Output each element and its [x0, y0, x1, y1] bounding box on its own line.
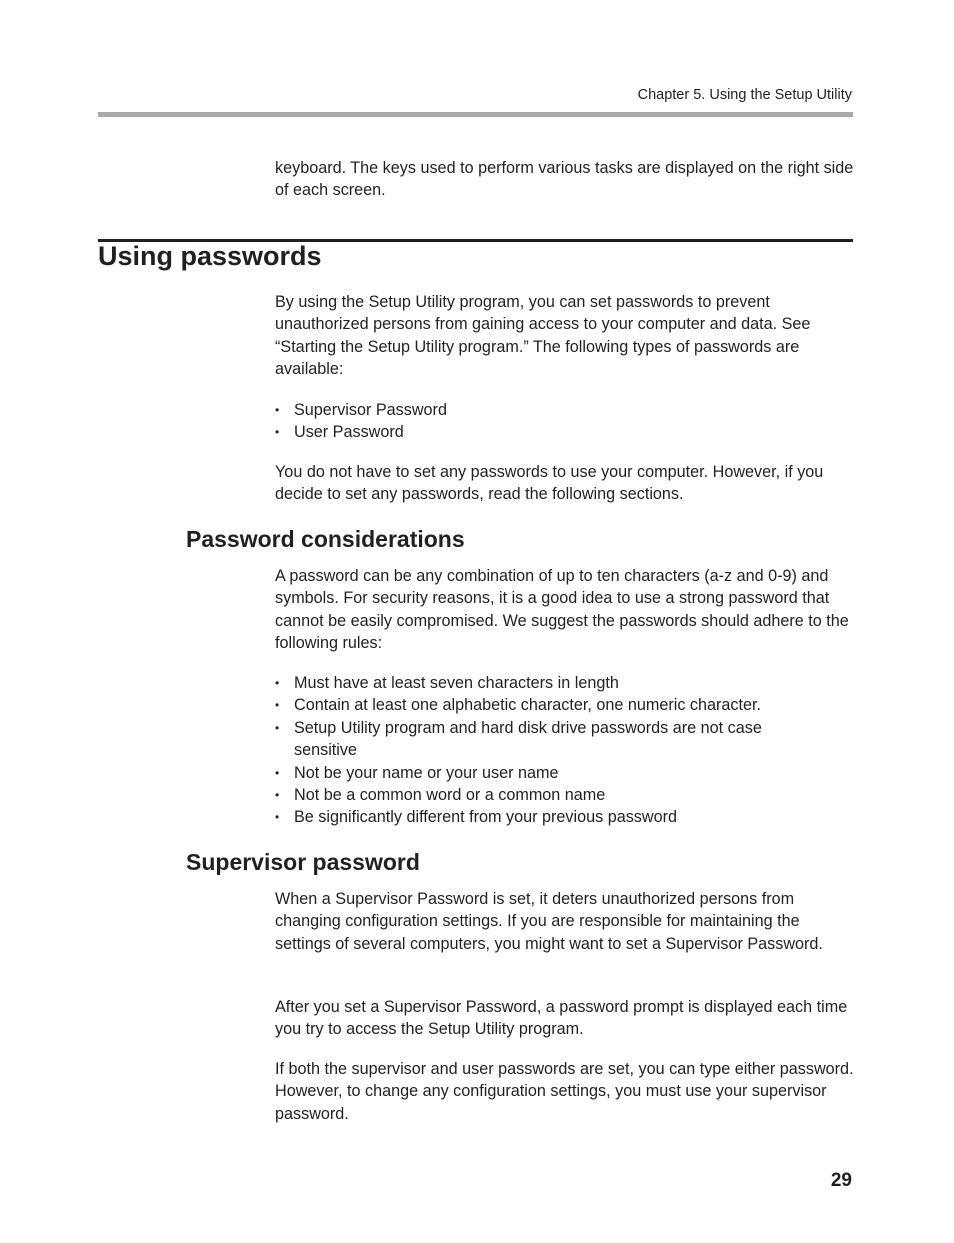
subsection-title-password-considerations: Password considerations	[186, 526, 465, 552]
password-types-list-wrap	[275, 399, 855, 444]
bullet-icon: •	[275, 425, 280, 440]
list-item: • User Password	[275, 421, 855, 443]
header-rule	[98, 112, 853, 117]
bullet-icon: •	[275, 765, 280, 780]
bullet-icon: •	[275, 676, 280, 690]
bullet-icon: •	[275, 403, 280, 417]
page-number: 29	[830, 1170, 852, 1191]
considerations-paragraph: A password can be any combination of up to ten characters (a-z and 0-9) and symbols. For security reasons, it is a good idea to use a strong password that cannot be easily compromised. We suggest the passwords should adhere to the following rules:	[275, 567, 849, 653]
supervisor-paragraph-2: After you set a Supervisor Password, a password prompt is displayed each time you try to access the Setup Utility program.	[275, 998, 848, 1039]
list-item: • Setup Utility program and hard disk drive passwords are not case sensitive	[275, 718, 762, 760]
section-title-using-passwords: Using passwords	[98, 241, 322, 271]
password-rules-list	[275, 672, 855, 829]
bullet-icon: •	[275, 788, 280, 803]
bullet-icon: •	[275, 720, 280, 735]
list-item: • Not be your name or your user name	[275, 762, 855, 784]
list-item: • Supervisor Password	[275, 399, 855, 421]
supervisor-para-1-wrap	[275, 888, 855, 955]
using-passwords-outro	[275, 461, 855, 506]
password-types-list	[275, 399, 855, 444]
list-item: • Must have at least seven characters in length	[275, 672, 855, 694]
supervisor-paragraph-1: When a Supervisor Password is set, it deters unauthorized persons from changing configuration settings. If you are responsible for maintaining the settings of several computers, you might want to set a Supervisor Password.	[275, 890, 823, 953]
password-rules-list-wrap	[275, 672, 855, 829]
considerations-intro	[275, 565, 855, 655]
list-item: • Not be a common word or a common name	[275, 784, 855, 806]
using-passwords-intro	[275, 291, 855, 381]
list-item: • Contain at least one alphabetic character, one numeric character.	[275, 694, 855, 716]
using-passwords-paragraph-1: By using the Setup Utility program, you can set passwords to prevent unauthorized persons from gaining access to your computer and data. See “Starting the Setup Utility program.” The following types of passwords are available:	[275, 293, 811, 379]
supervisor-paragraph-3: If both the supervisor and user passwords are set, you can type either password. However, to change any configuration settings, you must use your supervisor password.	[275, 1060, 854, 1123]
list-item: • Be significantly different from your previous password	[275, 806, 855, 828]
intro-paragraph: keyboard. The keys used to perform various tasks are displayed on the right side of each screen.	[275, 159, 854, 200]
bullet-icon: •	[275, 810, 280, 825]
running-header: Chapter 5. Using the Setup Utility	[637, 87, 852, 103]
bullet-icon: •	[275, 698, 280, 713]
intro-continuation	[275, 157, 855, 202]
subsection-title-supervisor-password: Supervisor password	[186, 849, 420, 875]
supervisor-para-3-wrap	[275, 1058, 855, 1125]
using-passwords-paragraph-2: You do not have to set any passwords to use your computer. However, if you decide to set any passwords, read the following sections.	[275, 463, 824, 504]
supervisor-para-2-wrap	[275, 996, 855, 1041]
